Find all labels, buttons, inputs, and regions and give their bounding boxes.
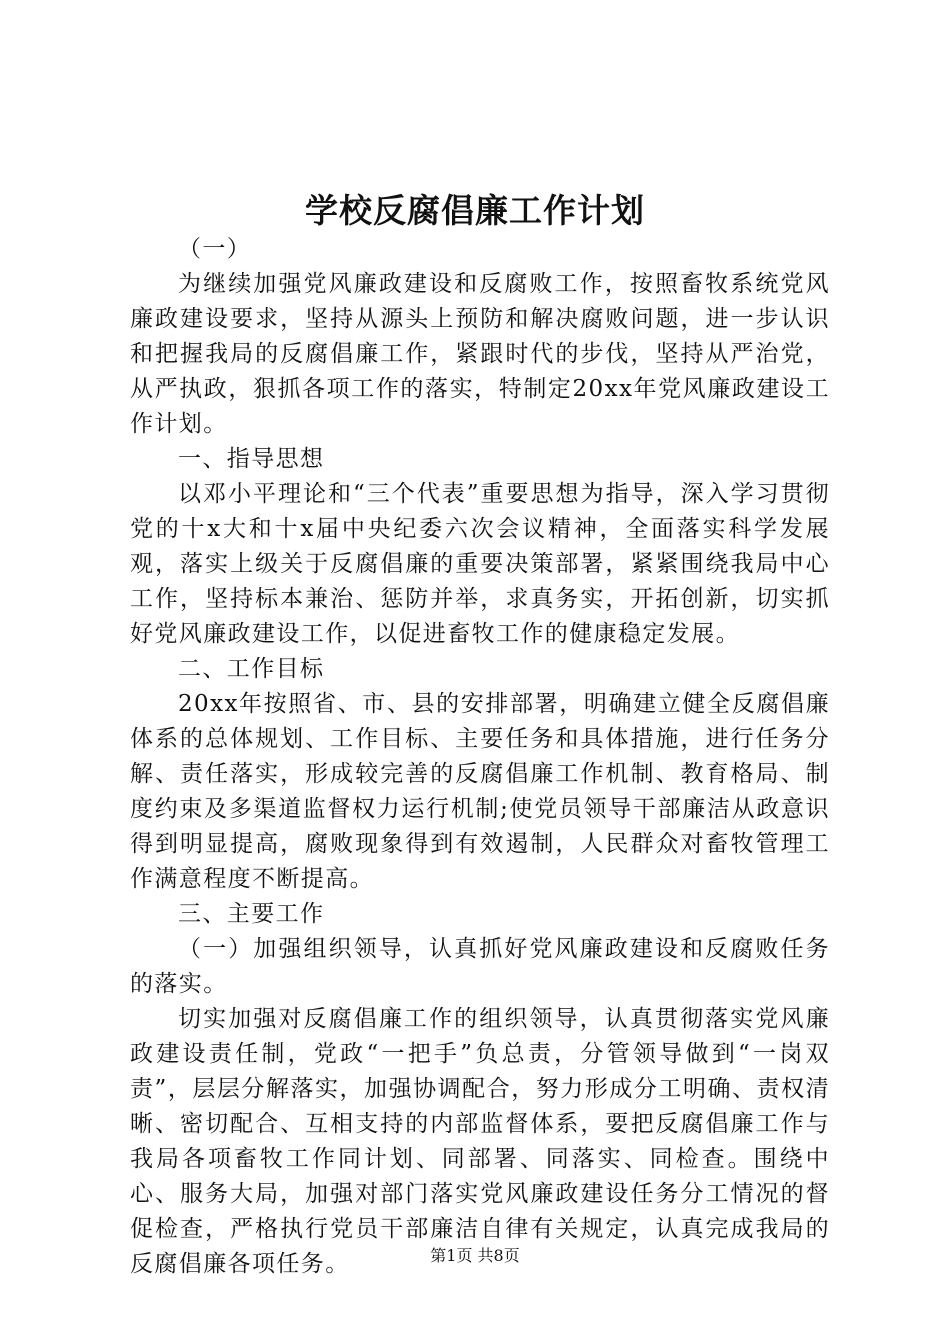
document-body xyxy=(130,232,830,1282)
heading-main-work: 三、主要工作 xyxy=(178,901,325,927)
guiding-ideology-paragraph: 以邓小平理论和“三个代表”重要思想为指导，深入学习贯彻党的十x大和十x届中央纪委六次会议精神，全面落实科学发展观，落实上级关于反腐倡廉的重要决策部署，紧紧围绕我局中心工作，坚持标本兼治、惩防并举，求真务实，开拓创新，切实抓好党风廉政建设工作，以促进畜牧工作的健康稳定发展。 xyxy=(130,481,830,647)
work-goals-paragraph: 20xx年按照省、市、县的安排部署，明确建立健全反腐倡廉体系的总体规划、工作目标、主要任务和具体措施，进行任务分解、责任落实，形成较完善的反腐倡廉工作机制、教育格局、制度约束及多渠道监督权力运行机制;使党员领导干部廉洁从政意识得到明显提高，腐败现象得到有效遏制，人民群众对畜牧管理工作满意程度不断提高。 xyxy=(130,691,830,892)
heading-work-goals: 二、工作目标 xyxy=(178,656,325,682)
organization-paragraph: 切实加强对反腐倡廉工作的组织领导，认真贯彻落实党风廉政建设责任制，党政“一把手”负总责，分管领导做到“一岗双责”，层层分解落实，加强协调配合，努力形成分工明确、责权清晰、密切配合、互相支持的内部监督体系，要把反腐倡廉工作与我局各项畜牧工作同计划、同部署、同落实、同检查。围绕中心、服务大局，加强对部门落实党风廉政建设任务分工情况的督促检查，严格执行党员干部廉洁自律有关规定，认真完成我局的反腐倡廉各项任务。 xyxy=(130,1006,830,1277)
intro-paragraph: 为继续加强党风廉政建设和反腐败工作，按照畜牧系统党风廉政建设要求，坚持从源头上预防和解决腐败问题，进一步认识和把握我局的反腐倡廉工作，紧跟时代的步伐，坚持从严治党，从严执政，狠抓各项工作的落实，特制定20xx年党风廉政建设工作计划。 xyxy=(130,271,830,437)
heading-guiding-ideology: 一、指导思想 xyxy=(178,446,325,472)
page-footer: 第1页 共8页 xyxy=(430,1246,520,1265)
document-title: 学校反腐倡廉工作计划 xyxy=(305,191,645,230)
section-number: （一） xyxy=(178,236,252,262)
subheading-organization: （一）加强组织领导，认真抓好党风廉政建设和反腐败任务的落实。 xyxy=(130,936,830,997)
